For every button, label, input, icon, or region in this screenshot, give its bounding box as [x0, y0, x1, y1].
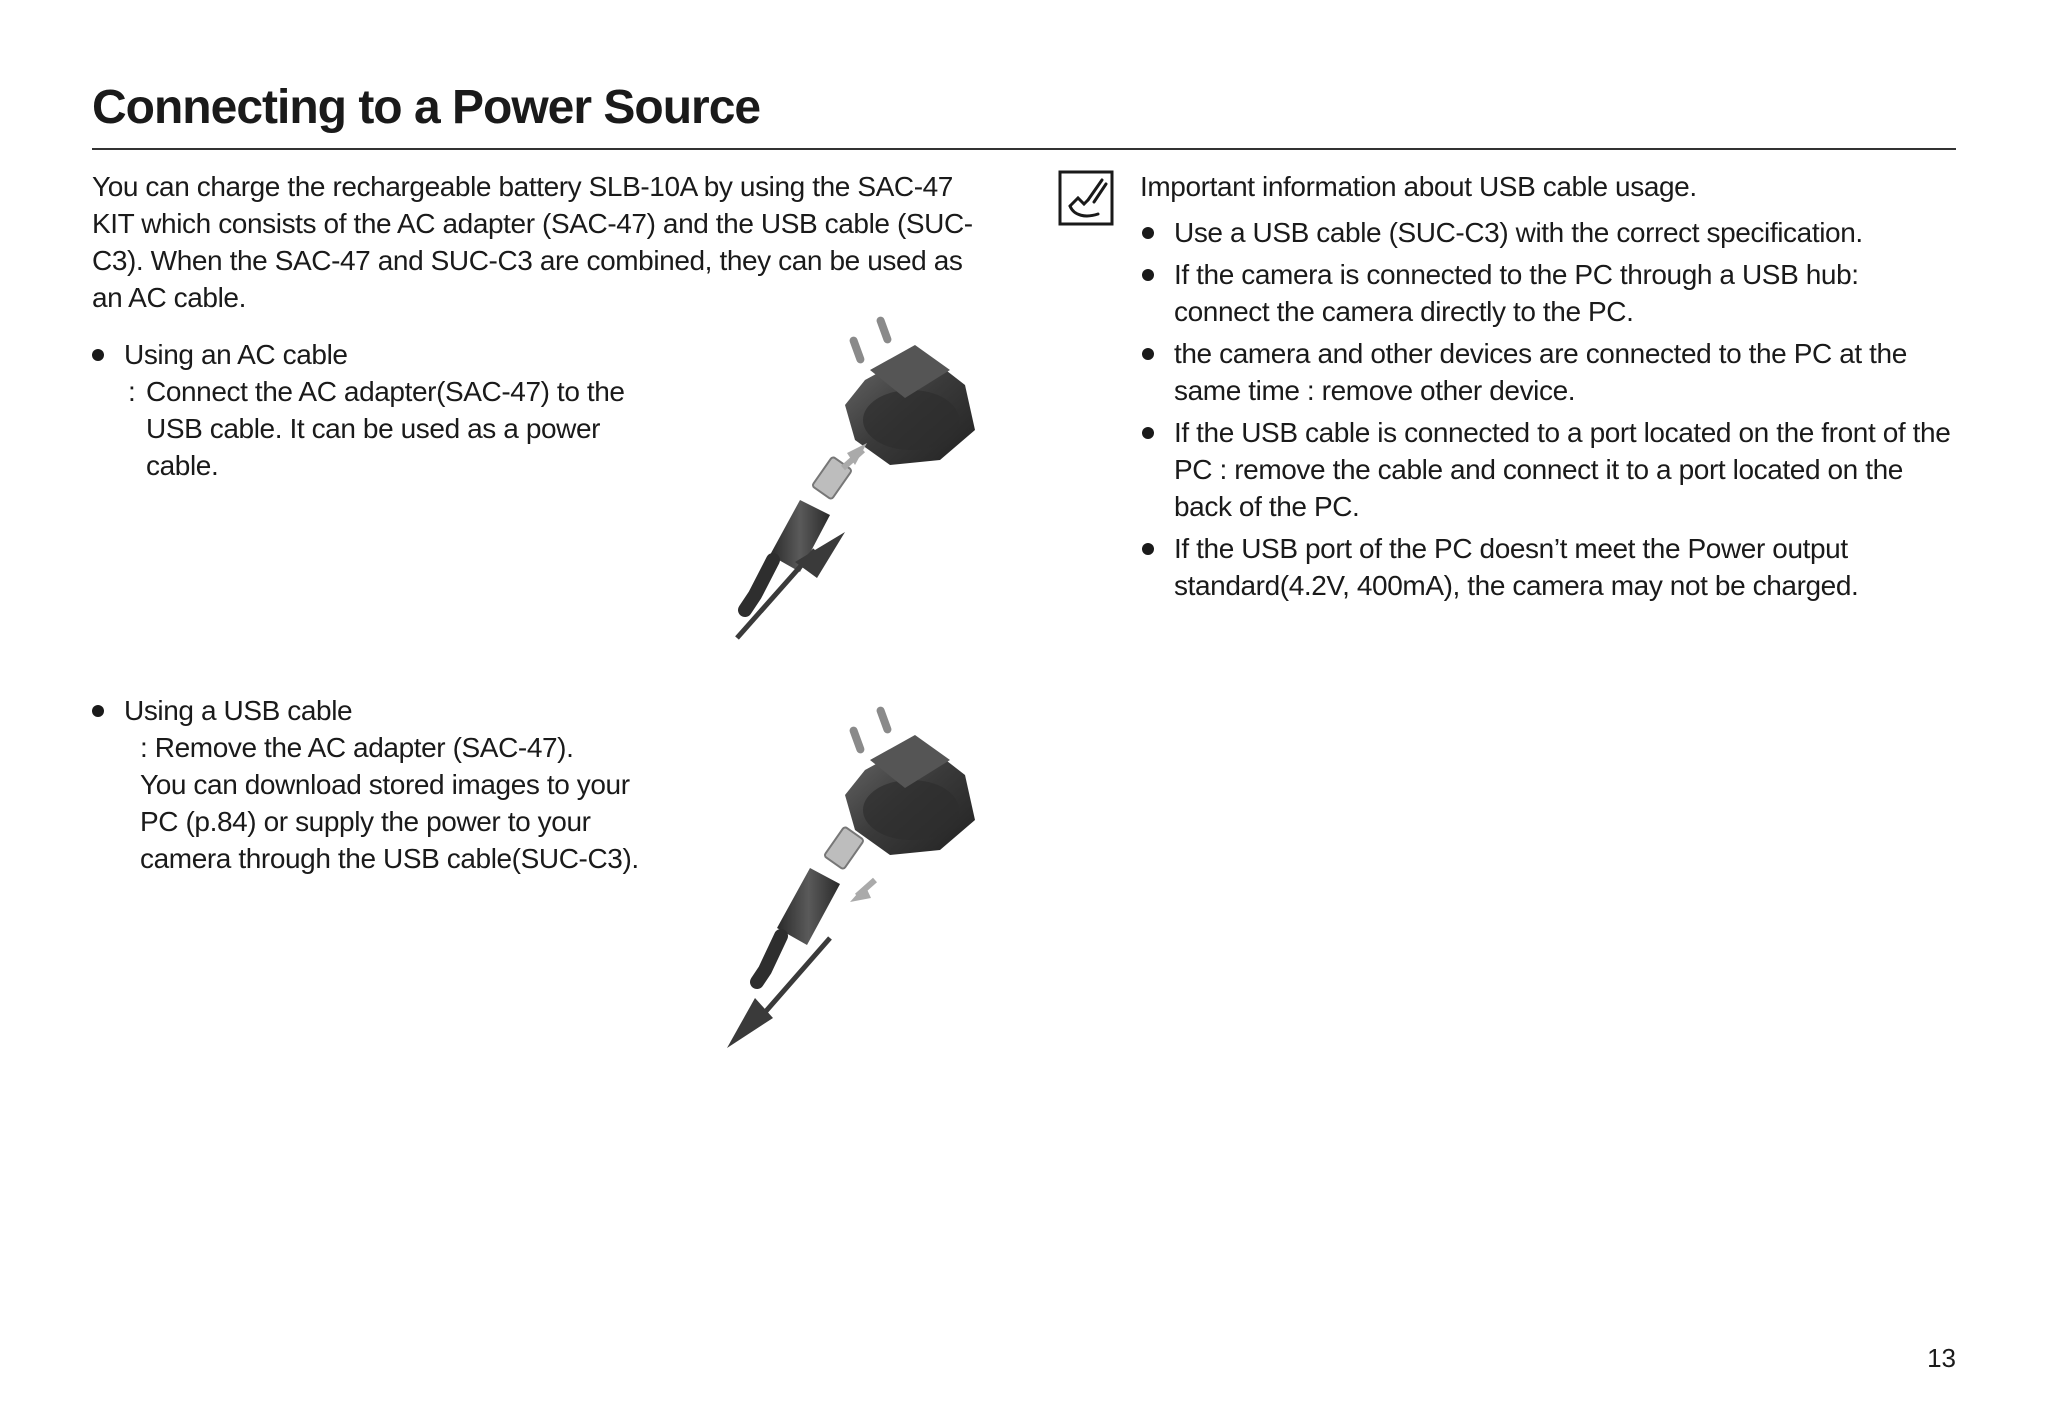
note-heading: Important information about USB cable usage.: [1140, 171, 1697, 202]
note-bullet-list: [1140, 214, 1960, 609]
title-divider: [92, 148, 1956, 150]
bullet-icon: [92, 349, 104, 361]
item-colon: :: [128, 376, 136, 407]
ac-adapter-icon: [845, 705, 975, 855]
item-ac-cable-heading: [92, 336, 348, 373]
ac-adapter-icon: [845, 315, 975, 465]
item-usb-cable-body: [140, 729, 660, 877]
item-colon: :: [140, 732, 148, 763]
item-usb-cable-line-2: You can download stored images to your: [140, 769, 630, 800]
note-bullet-item: If the USB port of the PC doesn’t meet the Power output standard(4.2V, 400mA), the camera may not be charged.: [1140, 530, 1960, 604]
bullet-icon: [92, 705, 104, 717]
usb-plug-icon: [745, 456, 852, 610]
note-bullet-item: Use a USB cable (SUC-C3) with the correct specification.: [1140, 214, 1960, 251]
ac-cable-illustration: [715, 310, 995, 645]
item-usb-cable-title: Using a USB cable: [124, 695, 353, 726]
page-number: 13: [1927, 1343, 1956, 1373]
note-bullet-item: If the USB cable is connected to a port located on the front of the PC : remove the cable and connect it to a port located on the back of the PC.: [1140, 414, 1960, 525]
item-ac-cable-title: Using an AC cable: [124, 339, 348, 370]
usb-cable-illustration: [715, 700, 995, 1050]
item-usb-cable-line-1: : Remove the AC adapter (SAC-47).: [140, 732, 574, 763]
item-usb-cable-line-3: PC (p.84) or supply the power to your: [140, 806, 591, 837]
item-ac-cable-text: Connect the AC adapter(SAC-47) to the USB cable. It can be used as a power cable.: [146, 376, 625, 481]
intro-paragraph: You can charge the rechargeable battery SLB-10A by using the SAC-47 KIT which consists of the AC adapter (SAC-47) and the USB cable (SUC-C3). When the SAC-47 and SUC-C3 are combined, they can be used as an AC cable.: [92, 171, 973, 313]
item-usb-cable-heading: [92, 692, 352, 729]
note-bullet-item: the camera and other devices are connected to the PC at the same time : remove other device.: [1140, 335, 1960, 409]
item-ac-cable-body: [128, 373, 646, 484]
item-usb-cable-line-4: camera through the USB cable(SUC-C3).: [140, 843, 639, 874]
note-bullet-item: If the camera is connected to the PC through a USB hub: connect the camera directly to the PC.: [1140, 256, 1960, 330]
page-title: Connecting to a Power Source: [92, 81, 761, 134]
note-icon: [1058, 170, 1114, 226]
